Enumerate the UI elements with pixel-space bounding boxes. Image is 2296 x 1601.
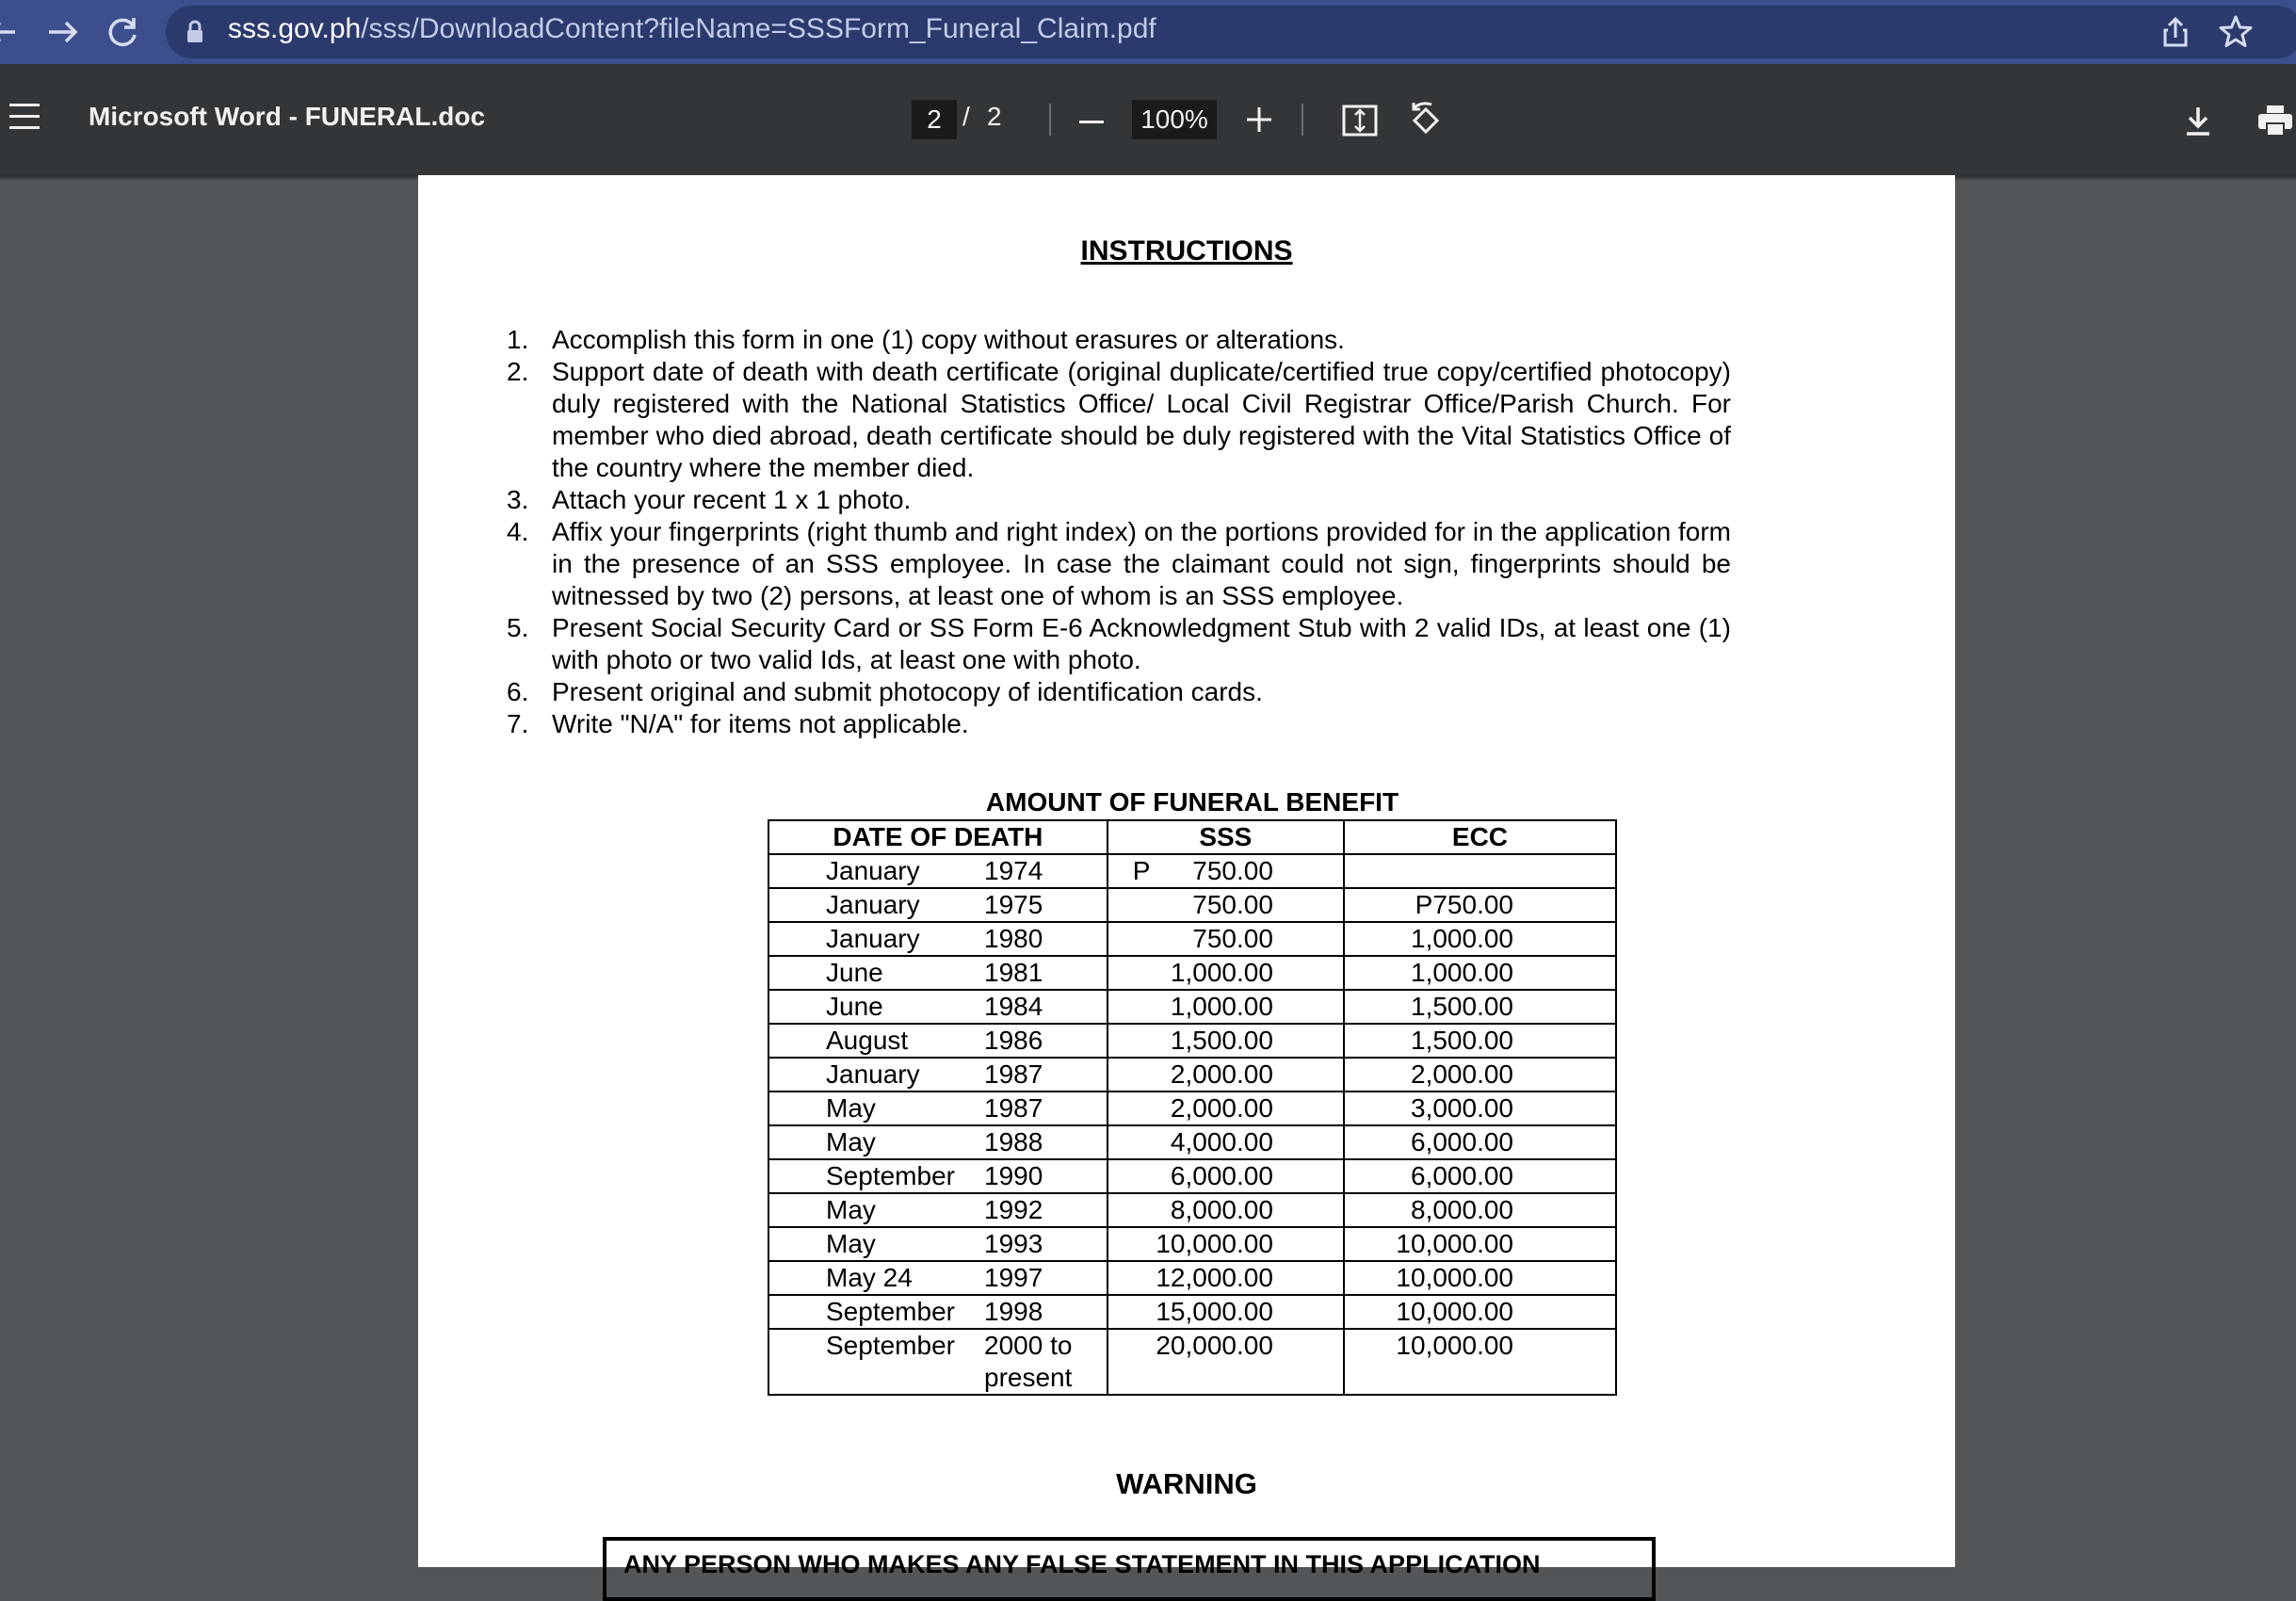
month: January — [826, 890, 920, 919]
sss-amount — [1108, 923, 1343, 955]
instructions-title: INSTRUCTIONS — [1080, 235, 1293, 267]
date-cell — [768, 1092, 1108, 1125]
zoom-level-input[interactable]: 100% — [1132, 100, 1217, 139]
sss-value: 1,500.00 — [1170, 1026, 1273, 1055]
fit-to-page-icon[interactable] — [1339, 100, 1381, 141]
sss-amount — [1108, 1160, 1343, 1192]
table-row — [768, 1261, 1616, 1295]
sss-amount — [1108, 1025, 1343, 1057]
sss-cell — [1108, 1261, 1344, 1295]
month: January — [826, 1059, 920, 1089]
month: May 24 — [826, 1263, 913, 1292]
month: September — [826, 1297, 955, 1326]
toolbar-divider — [1049, 104, 1051, 136]
date-cell — [768, 854, 1108, 888]
header-date-of-death: DATE OF DEATH — [768, 820, 1108, 854]
table-row — [768, 956, 1616, 990]
table-caption: AMOUNT OF FUNERAL BENEFIT — [985, 787, 1399, 817]
instruction-number: 4. — [507, 517, 529, 546]
zoom-out-icon[interactable] — [1079, 121, 1104, 123]
download-icon[interactable] — [2177, 100, 2219, 141]
month: January — [826, 924, 920, 953]
instruction-number: 5. — [507, 613, 529, 642]
year: 1984 — [984, 992, 1043, 1021]
ecc-amount: 10,000.00 — [1396, 1331, 1513, 1360]
ecc-amount: 8,000.00 — [1411, 1195, 1513, 1224]
sss-amount — [1108, 1262, 1343, 1294]
instruction-number: 3. — [507, 485, 529, 514]
date-cell — [768, 922, 1108, 956]
sss-amount — [1108, 1059, 1343, 1091]
sss-cell — [1108, 956, 1344, 990]
table-row — [768, 1329, 1616, 1395]
ecc-cell — [1344, 1329, 1616, 1395]
instruction-item — [507, 484, 1731, 516]
sss-value: 1,000.00 — [1170, 958, 1273, 987]
sss-value: 2,000.00 — [1170, 1093, 1273, 1123]
sss-cell — [1108, 1092, 1344, 1125]
date-cell — [768, 1295, 1108, 1329]
sss-value: 2,000.00 — [1170, 1059, 1273, 1089]
table-row — [768, 1058, 1616, 1092]
sss-value: 10,000.00 — [1156, 1229, 1273, 1258]
sss-value: 20,000.00 — [1156, 1331, 1273, 1360]
instruction-item — [507, 612, 1731, 676]
warning-text: ANY PERSON WHO MAKES ANY FALSE STATEMENT IN THIS APPLICATION — [623, 1550, 1541, 1578]
sss-cell — [1108, 922, 1344, 956]
instruction-number: 2. — [507, 357, 529, 386]
page-number-input[interactable]: 2 — [912, 100, 957, 139]
instruction-text: Affix your fingerprints (right thumb and right index) on the portions provided for in the application form in the presence of an SSS employee. In case the claimant could not sign, fingerprints should be witnessed by two (2) persons, at least one of whom is an SSS employee. — [552, 517, 1731, 610]
back-arrow-icon[interactable] — [0, 9, 32, 55]
year: 1974 — [984, 856, 1043, 885]
ecc-amount: 6,000.00 — [1411, 1161, 1513, 1190]
sss-value: 15,000.00 — [1156, 1297, 1273, 1326]
sss-value: 750.00 — [1192, 856, 1273, 885]
instruction-item — [507, 324, 1731, 356]
ecc-amount: 1,500.00 — [1411, 1026, 1513, 1055]
sss-cell — [1108, 854, 1344, 888]
instruction-text: Attach your recent 1 x 1 photo. — [552, 485, 912, 514]
month: May — [826, 1195, 876, 1224]
month: September — [826, 1331, 955, 1360]
instruction-text: Support date of death with death certificate (original duplicate/certified true copy/certified photocopy) duly registered with the National Statistics Office/ Local Civil Registrar Office/Parish Church. For member who died abroad, death certificate should be duly registered with the Vital Statistics Office of the country where the member died. — [552, 357, 1731, 482]
sss-value: 12,000.00 — [1156, 1263, 1273, 1292]
sss-amount — [1108, 1228, 1343, 1260]
sss-cell — [1108, 1329, 1344, 1395]
instruction-number: 6. — [507, 677, 529, 706]
table-row — [768, 922, 1616, 956]
ecc-amount: 1,000.00 — [1411, 924, 1513, 953]
sss-cell — [1108, 1295, 1344, 1329]
sss-amount — [1108, 1126, 1343, 1158]
forward-arrow-icon[interactable] — [40, 9, 85, 55]
bookmark-star-icon[interactable] — [2215, 11, 2256, 53]
year: 1992 — [984, 1195, 1043, 1224]
sss-cell — [1108, 1058, 1344, 1092]
date-cell — [768, 1058, 1108, 1092]
month: June — [826, 992, 883, 1021]
instructions-list — [507, 324, 1731, 740]
sss-cell — [1108, 888, 1344, 922]
sss-cell — [1108, 990, 1344, 1024]
instruction-item — [507, 676, 1731, 708]
ecc-amount: P750.00 — [1415, 890, 1513, 919]
instruction-text: Present original and submit photocopy of identification cards. — [552, 677, 1263, 706]
year: 1975 — [984, 890, 1043, 919]
date-cell — [768, 1159, 1108, 1193]
year: 1987 — [984, 1059, 1043, 1089]
ecc-cell — [1344, 1261, 1616, 1295]
ecc-cell — [1344, 854, 1616, 888]
share-icon[interactable] — [2155, 11, 2196, 53]
sss-amount — [1108, 957, 1343, 989]
page-separator: / — [962, 102, 970, 131]
ecc-cell — [1344, 922, 1616, 956]
year: 1993 — [984, 1229, 1043, 1258]
peso-sign: P — [1132, 856, 1151, 885]
url-text[interactable] — [228, 13, 1156, 45]
date-cell — [768, 1227, 1108, 1261]
table-row — [768, 1193, 1616, 1227]
table-header-row — [768, 820, 1616, 854]
header-sss: SSS — [1108, 820, 1344, 854]
warning-title: WARNING — [1116, 1467, 1257, 1500]
instruction-text: Accomplish this form in one (1) copy without erasures or alterations. — [552, 325, 1345, 354]
sss-value: 1,000.00 — [1170, 992, 1273, 1021]
year: 1998 — [984, 1297, 1043, 1326]
date-cell — [768, 990, 1108, 1024]
instruction-item — [507, 708, 1731, 740]
ecc-cell — [1344, 1193, 1616, 1227]
instruction-item — [507, 356, 1731, 484]
ecc-cell — [1344, 1227, 1616, 1261]
sss-amount — [1108, 991, 1343, 1023]
sss-value: 4,000.00 — [1170, 1127, 1273, 1156]
month: September — [826, 1161, 955, 1190]
year: 1981 — [984, 958, 1043, 987]
ecc-cell — [1344, 990, 1616, 1024]
year: 1986 — [984, 1026, 1043, 1055]
sss-cell — [1108, 1227, 1344, 1261]
date-cell — [768, 1261, 1108, 1295]
sss-cell — [1108, 1125, 1344, 1159]
month: August — [826, 1026, 909, 1055]
date-cell — [768, 1024, 1108, 1058]
warning-box — [603, 1537, 1656, 1601]
date-cell — [768, 1329, 1108, 1395]
lock-icon — [186, 19, 203, 45]
month: June — [826, 958, 883, 987]
funeral-benefit-table — [768, 819, 1617, 1396]
ecc-amount: 10,000.00 — [1396, 1297, 1513, 1326]
date-cell — [768, 956, 1108, 990]
year: 1990 — [984, 1161, 1043, 1190]
year: 1987 — [984, 1093, 1043, 1123]
ecc-amount: 1,000.00 — [1411, 958, 1513, 987]
year: 1997 — [984, 1263, 1043, 1292]
table-row — [768, 854, 1616, 888]
ecc-amount: 10,000.00 — [1396, 1263, 1513, 1292]
sss-amount — [1108, 855, 1343, 887]
table-row — [768, 1024, 1616, 1058]
sss-amount — [1108, 1296, 1343, 1328]
ecc-amount: 10,000.00 — [1396, 1229, 1513, 1258]
month: May — [826, 1093, 876, 1123]
month: January — [826, 856, 920, 885]
ecc-cell — [1344, 888, 1616, 922]
sss-cell — [1108, 1193, 1344, 1227]
ecc-amount: 2,000.00 — [1411, 1059, 1513, 1089]
sss-amount — [1108, 1092, 1343, 1124]
year: 1988 — [984, 1127, 1043, 1156]
instruction-text: Present Social Security Card or SS Form E-6 Acknowledgment Stub with 2 valid IDs, at least one (1) with photo or two valid Ids, at least one with photo. — [552, 613, 1731, 674]
ecc-amount: 1,500.00 — [1411, 992, 1513, 1021]
zoom-in-icon[interactable] — [1245, 105, 1273, 134]
sss-cell — [1108, 1024, 1344, 1058]
date-cell — [768, 1193, 1108, 1227]
table-row — [768, 1159, 1616, 1193]
instruction-number: 1. — [507, 325, 529, 354]
year: 2000 to present — [984, 1331, 1073, 1392]
ecc-cell — [1344, 956, 1616, 990]
rotate-icon[interactable] — [1405, 100, 1447, 141]
url-path: /sss/DownloadContent?fileName=SSSForm_Funeral_Claim.pdf — [361, 13, 1156, 44]
date-cell — [768, 888, 1108, 922]
table-row — [768, 990, 1616, 1024]
instruction-text: Write "N/A" for items not applicable. — [552, 709, 969, 738]
sss-value: 750.00 — [1192, 924, 1273, 953]
sss-amount — [1108, 889, 1343, 921]
pdf-page — [418, 175, 1955, 1578]
table-row — [768, 888, 1616, 922]
sss-value: 750.00 — [1192, 890, 1273, 919]
print-icon[interactable] — [2255, 100, 2296, 141]
date-cell — [768, 1125, 1108, 1159]
table-row — [768, 1092, 1616, 1125]
toolbar-divider — [1302, 104, 1303, 136]
sss-value: 8,000.00 — [1170, 1195, 1273, 1224]
table-row — [768, 1295, 1616, 1329]
browser-toolbar — [0, 0, 2296, 64]
instruction-item — [507, 516, 1731, 612]
sss-cell — [1108, 1159, 1344, 1193]
sss-amount — [1108, 1330, 1343, 1362]
ecc-cell — [1344, 1159, 1616, 1193]
sss-value: 6,000.00 — [1170, 1161, 1273, 1190]
ecc-cell — [1344, 1092, 1616, 1125]
reload-icon[interactable] — [100, 9, 145, 55]
month: May — [826, 1127, 876, 1156]
sss-amount — [1108, 1194, 1343, 1226]
ecc-cell — [1344, 1024, 1616, 1058]
menu-icon[interactable] — [9, 104, 40, 132]
header-ecc: ECC — [1344, 820, 1616, 854]
month: May — [826, 1229, 876, 1258]
instruction-number: 7. — [507, 709, 529, 738]
ecc-cell — [1344, 1295, 1616, 1329]
document-title: Microsoft Word - FUNERAL.doc — [89, 102, 486, 131]
table-row — [768, 1125, 1616, 1159]
table-row — [768, 1227, 1616, 1261]
ecc-cell — [1344, 1058, 1616, 1092]
year: 1980 — [984, 924, 1043, 953]
ecc-amount: 6,000.00 — [1411, 1127, 1513, 1156]
ecc-cell — [1344, 1125, 1616, 1159]
page-total: 2 — [987, 102, 1002, 131]
url-host: sss.gov.ph — [228, 13, 362, 44]
ecc-amount: 3,000.00 — [1411, 1093, 1513, 1123]
